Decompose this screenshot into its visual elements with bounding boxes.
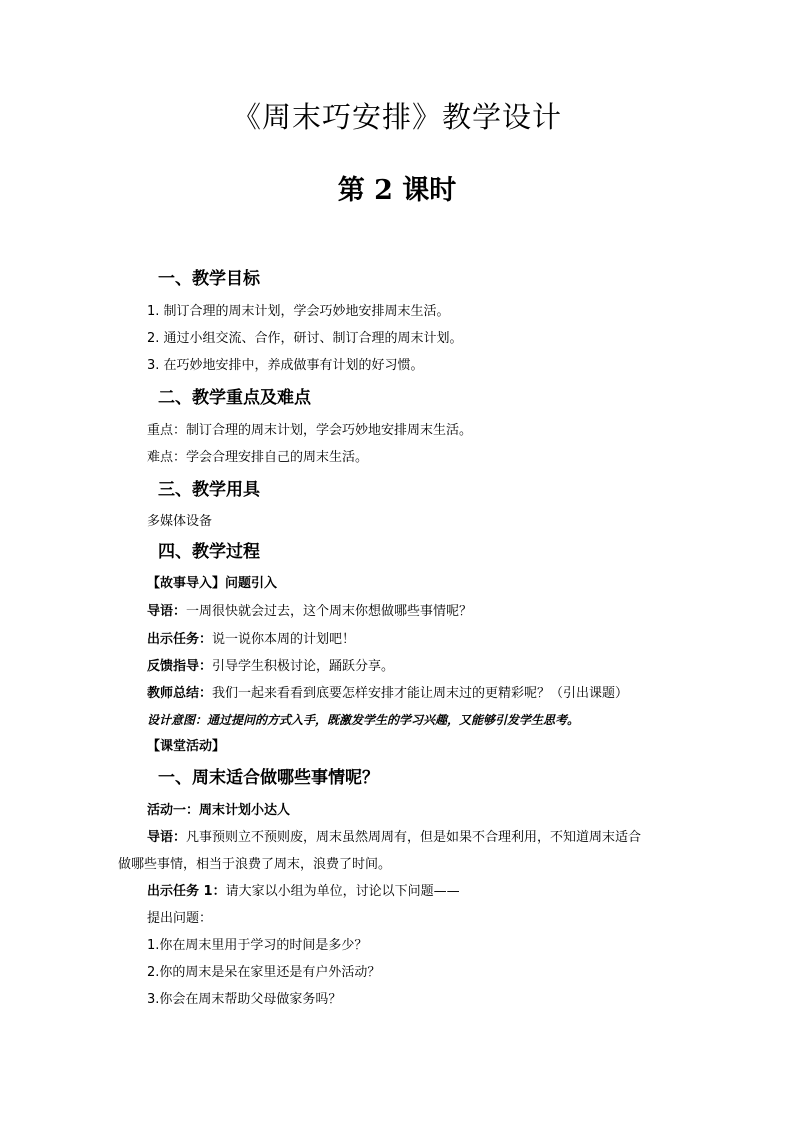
- guide-line: [147, 602, 472, 622]
- part-guide-line-2: 做哪些事情，相当于浪费了周末，浪费了时间。: [118, 857, 392, 872]
- goal-item-2: 2. 通过小组交流、合作，研讨、制订合理的周末计划。: [147, 331, 463, 346]
- task-label: 出示任务：: [147, 632, 213, 647]
- question-item-3: 3.你会在周末帮助父母做家务吗？: [147, 992, 342, 1007]
- goal-item-3: 3. 在巧妙地安排中，养成做事有计划的好习惯。: [147, 358, 424, 373]
- summary-text: 我们一起来看看到底要怎样安排才能让周末过的更精彩呢？（引出课题）: [212, 686, 629, 701]
- part-guide-label: 导语：: [147, 830, 187, 845]
- document-title: 《周末巧安排》教学设计: [231, 100, 562, 134]
- question-item-2: 2.你的周末是呆在家里还是有户外活动？: [147, 965, 381, 980]
- story-intro-label: 【故事导入】问题引入: [147, 576, 278, 591]
- part-task-text: 请大家以小组为单位，讨论以下问题——: [225, 884, 460, 899]
- task-line: [147, 630, 355, 650]
- feedback-text: 引导学生积极讨论，踊跃分享。: [212, 659, 395, 674]
- guide-text: 一周很快就会过去，这个周末你想做哪些事情呢？: [186, 604, 473, 619]
- class-activity-label: 【课堂活动】: [147, 739, 226, 754]
- task-text: 说一说你本周的计划吧！: [212, 632, 356, 647]
- goal-item-1: 1. 制订合理的周末计划，学会巧妙地安排周末生活。: [147, 304, 450, 319]
- summary-label: 教师总结：: [147, 686, 213, 701]
- questions-label: 提出问题：: [147, 911, 213, 926]
- part-guide-line-1: [147, 828, 641, 848]
- part-task-line: [147, 882, 460, 902]
- tools-text: 多媒体设备: [147, 514, 213, 529]
- activity-one-title: 活动一：周末计划小达人: [147, 803, 291, 818]
- feedback-label: 反馈指导：: [147, 659, 213, 674]
- feedback-line: [147, 657, 394, 677]
- heading-teaching-goals: 一、教学目标: [158, 269, 260, 289]
- heading-part-one: 一、周末适合做哪些事情呢？: [158, 768, 379, 788]
- question-item-1: 1.你在周末里用于学习的时间是多少？: [147, 938, 368, 953]
- summary-line: [147, 684, 628, 704]
- heading-teaching-tools: 三、教学用具: [158, 480, 260, 500]
- heading-teaching-process: 四、教学过程: [158, 542, 260, 562]
- difficulty-text: 难点：学会合理安排自己的周末生活。: [147, 450, 369, 465]
- key-point-text: 重点：制订合理的周末计划，学会巧妙地安排周末生活。: [147, 423, 473, 438]
- design-intent: 设计意图：通过提问的方式入手，既激发学生的学习兴趣，又能够引发学生思考。: [147, 713, 580, 727]
- lesson-subtitle: 第 2 课时: [337, 175, 457, 206]
- heading-key-points: 二、教学重点及难点: [158, 388, 311, 408]
- guide-label: 导语：: [147, 604, 187, 619]
- part-guide-text-1: 凡事预则立不预则废，周末虽然周周有，但是如果不合理利用，不知道周末适合: [186, 830, 642, 845]
- part-task-label: 出示任务 1：: [147, 884, 226, 899]
